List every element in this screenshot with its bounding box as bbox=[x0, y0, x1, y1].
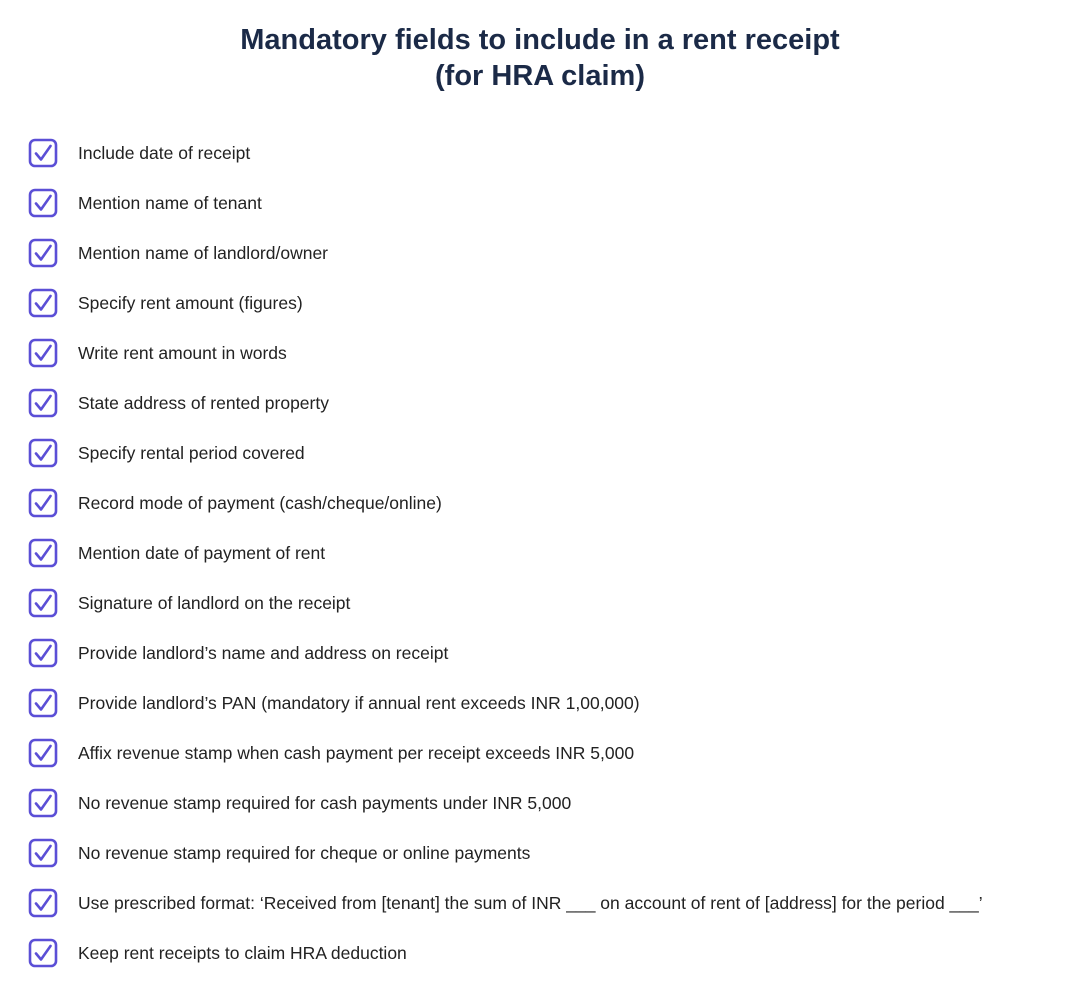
checklist-item bbox=[28, 478, 983, 528]
checklist-item bbox=[28, 128, 983, 178]
checklist-item-label: Signature of landlord on the receipt bbox=[78, 592, 351, 613]
checkbox-checked-icon bbox=[28, 288, 58, 318]
checklist-item-label: Affix revenue stamp when cash payment per receipt exceeds INR 5,000 bbox=[78, 742, 635, 763]
checkbox-checked-icon bbox=[28, 888, 58, 918]
checklist-item-label: Specify rental period covered bbox=[78, 442, 305, 463]
checklist-item bbox=[28, 728, 983, 778]
checklist-item-label: Write rent amount in words bbox=[78, 342, 287, 363]
checklist-item bbox=[28, 678, 983, 728]
checkbox-checked-icon bbox=[28, 738, 58, 768]
checkbox-checked-icon bbox=[28, 538, 58, 568]
checklist-item bbox=[28, 178, 983, 228]
checkbox-checked-icon bbox=[28, 388, 58, 418]
checklist-item bbox=[28, 778, 983, 828]
checklist-item-label: Provide landlord’s PAN (mandatory if annual rent exceeds INR 1,00,000) bbox=[78, 692, 640, 713]
checklist-item bbox=[28, 928, 983, 978]
checkbox-checked-icon bbox=[28, 488, 58, 518]
checklist-item-label: State address of rented property bbox=[78, 392, 329, 413]
checklist-item bbox=[28, 628, 983, 678]
checkbox-checked-icon bbox=[28, 188, 58, 218]
checkbox-checked-icon bbox=[28, 338, 58, 368]
page-title bbox=[0, 22, 1080, 94]
checklist-item bbox=[28, 278, 983, 328]
checkbox-checked-icon bbox=[28, 688, 58, 718]
checklist-item-label: No revenue stamp required for cheque or online payments bbox=[78, 842, 531, 863]
checklist-item bbox=[28, 378, 983, 428]
checklist-item-label: Mention date of payment of rent bbox=[78, 542, 326, 563]
checklist-item-label: Include date of receipt bbox=[78, 142, 251, 163]
checkbox-checked-icon bbox=[28, 138, 58, 168]
checkbox-checked-icon bbox=[28, 938, 58, 968]
checklist-item bbox=[28, 828, 983, 878]
page-title-line-1: Mandatory fields to include in a rent receipt bbox=[240, 24, 840, 56]
checkbox-checked-icon bbox=[28, 838, 58, 868]
checklist-item-label: Specify rent amount (figures) bbox=[78, 292, 303, 313]
checkbox-checked-icon bbox=[28, 788, 58, 818]
checklist-item bbox=[28, 428, 983, 478]
checklist-item-label: Mention name of landlord/owner bbox=[78, 242, 329, 263]
checkbox-checked-icon bbox=[28, 638, 58, 668]
checklist-item bbox=[28, 878, 983, 928]
checklist-item-label: Use prescribed format: ‘Received from [tenant] the sum of INR ___ on account of rent of [address] for the period ___’ bbox=[78, 892, 983, 913]
checkbox-checked-icon bbox=[28, 438, 58, 468]
checklist-item bbox=[28, 578, 983, 628]
page-title-line-2: (for HRA claim) bbox=[435, 60, 645, 92]
checklist-item-label: Provide landlord’s name and address on receipt bbox=[78, 642, 449, 663]
checklist-item-label: Mention name of tenant bbox=[78, 192, 262, 213]
checklist-item bbox=[28, 328, 983, 378]
checklist-item bbox=[28, 228, 983, 278]
checkbox-checked-icon bbox=[28, 588, 58, 618]
checklist-item-label: Keep rent receipts to claim HRA deduction bbox=[78, 942, 407, 963]
checklist-item bbox=[28, 528, 983, 578]
checkbox-checked-icon bbox=[28, 238, 58, 268]
checklist-item-label: No revenue stamp required for cash payments under INR 5,000 bbox=[78, 792, 572, 813]
checklist-item-label: Record mode of payment (cash/cheque/online) bbox=[78, 492, 442, 513]
checklist bbox=[28, 128, 983, 978]
